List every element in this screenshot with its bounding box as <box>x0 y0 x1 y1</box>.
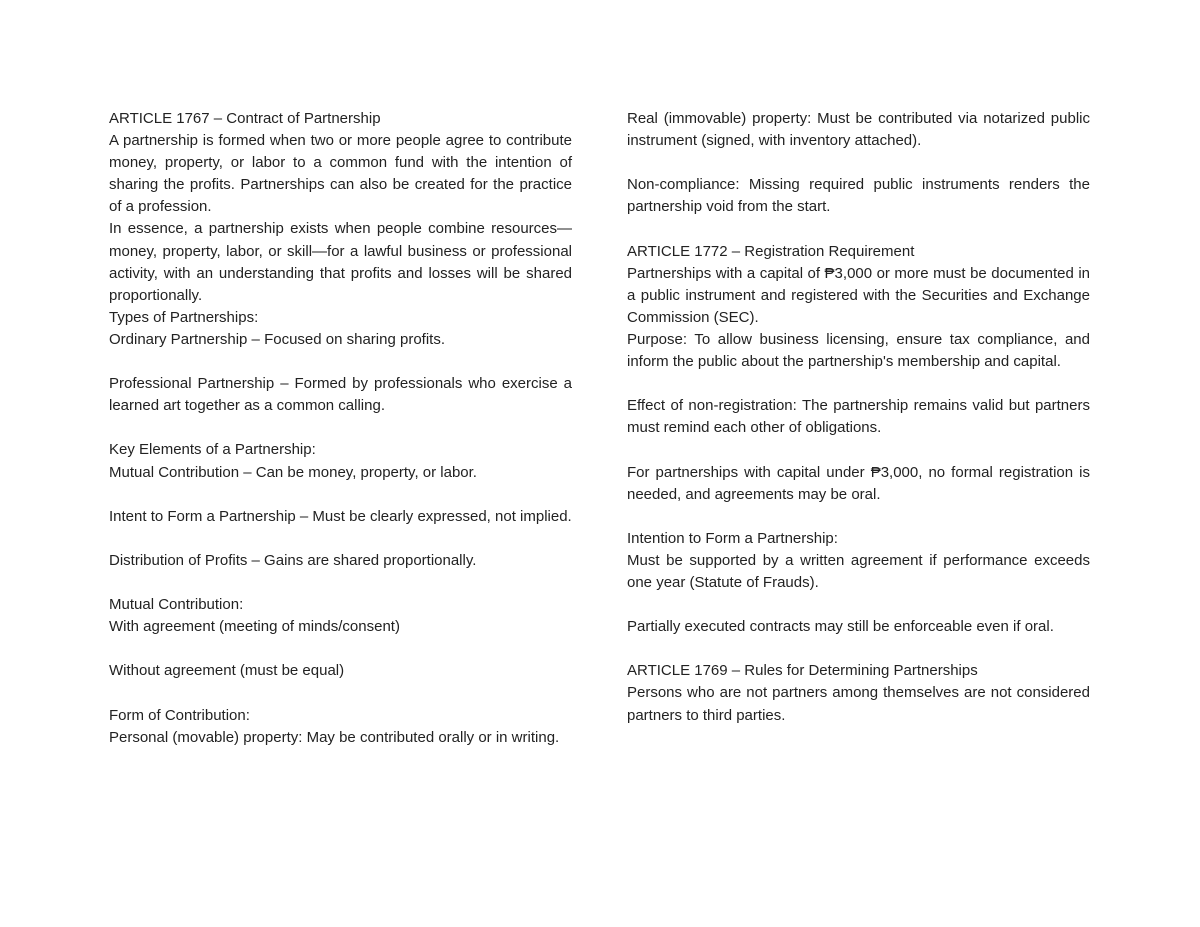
purpose-paragraph: Purpose: To allow business licensing, ensure tax compliance, and inform the public about the partnership's membership and capital. <box>627 330 1090 371</box>
with-agreement-item: With agreement (meeting of minds/consent) <box>109 618 400 636</box>
spacer <box>627 506 1090 528</box>
left-column <box>109 108 572 749</box>
paragraph-partnership-essence: In essence, a partnership exists when people combine resources—money, property, labor, or skill—for a lawful business or professional activity, with an understanding that profits and losses will be shared proportionally. <box>109 220 572 304</box>
mutual-contribution-heading: Mutual Contribution: <box>109 596 244 614</box>
spacer <box>627 439 1090 461</box>
paragraph-partnership-definition: A partnership is formed when two or more people agree to contribute money, property, or labor to a common fund with the intention of sharing the profits. Partnerships can also be created for the practice of a profession. <box>109 132 572 216</box>
statute-of-frauds-paragraph: Must be supported by a written agreement if performance exceeds one year (Statute of Frauds). <box>627 551 1090 591</box>
spacer <box>627 373 1090 395</box>
spacer <box>109 484 572 506</box>
intent-item: Intent to Form a Partnership – Must be clearly expressed, not implied. <box>109 507 572 525</box>
non-compliance-item: Non-compliance: Missing required public instruments renders the partnership void from the start. <box>627 176 1090 216</box>
key-elements-heading: Key Elements of a Partnership: <box>109 441 316 459</box>
registration-paragraph: Partnerships with a capital of ₱3,000 or more must be documented in a public instrument and registered with the Securities and Exchange Commission (SEC). <box>627 264 1090 326</box>
small-capital-paragraph: For partnerships with capital under ₱3,000, no formal registration is needed, and agreements may be oral. <box>627 463 1090 503</box>
article-1767-heading: ARTICLE 1767 – Contract of Partnership <box>109 110 381 127</box>
third-parties-paragraph: Persons who are not partners among themselves are not considered partners to third parties. <box>627 684 1090 724</box>
spacer <box>627 218 1090 240</box>
intention-heading: Intention to Form a Partnership: <box>627 529 838 547</box>
form-of-contribution-heading: Form of Contribution: <box>109 706 250 724</box>
right-column <box>627 108 1090 727</box>
without-agreement-item: Without agreement (must be equal) <box>109 662 345 680</box>
distribution-item: Distribution of Profits – Gains are shared proportionally. <box>109 551 477 569</box>
spacer <box>109 638 572 660</box>
spacer <box>109 572 572 594</box>
partially-executed-paragraph: Partially executed contracts may still be enforceable even if oral. <box>627 618 1054 636</box>
spacer <box>627 638 1090 660</box>
spacer <box>109 417 572 439</box>
real-property-item: Real (immovable) property: Must be contributed via notarized public instrument (signed, with inventory attached). <box>627 110 1090 150</box>
mutual-contribution-item: Mutual Contribution – Can be money, property, or labor. <box>109 463 477 481</box>
personal-property-item: Personal (movable) property: May be contributed orally or in writing. <box>109 728 560 746</box>
article-1772-heading: ARTICLE 1772 – Registration Requirement <box>627 242 915 260</box>
spacer <box>109 351 572 373</box>
ordinary-partnership-item: Ordinary Partnership – Focused on sharing profits. <box>109 330 445 348</box>
types-of-partnerships-heading: Types of Partnerships: <box>109 308 259 326</box>
spacer <box>627 152 1090 174</box>
spacer <box>627 594 1090 616</box>
spacer <box>109 528 572 550</box>
article-1769-heading: ARTICLE 1769 – Rules for Determining Partnerships <box>627 662 978 680</box>
spacer <box>109 682 572 704</box>
non-registration-effect-paragraph: Effect of non-registration: The partnership remains valid but partners must remind each other of obligations. <box>627 397 1090 437</box>
professional-partnership-item: Professional Partnership – Formed by professionals who exercise a learned art together as a common calling. <box>109 375 572 415</box>
